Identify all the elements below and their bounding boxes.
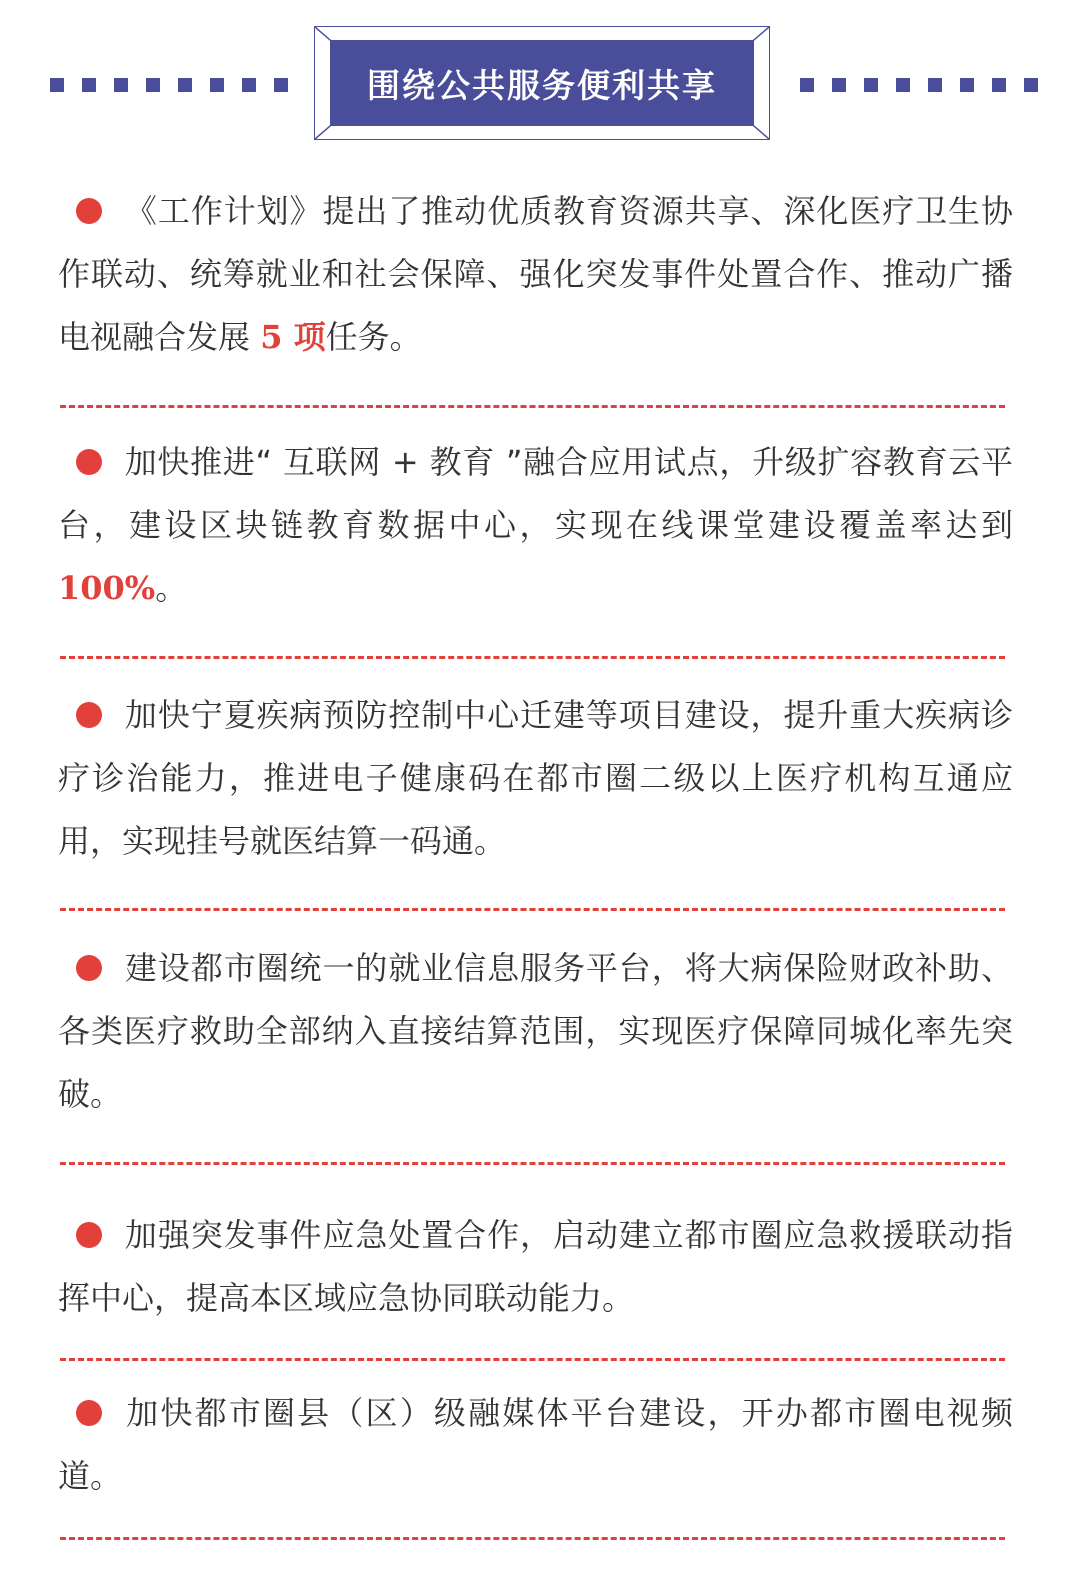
- item-text: 加快推进“ 互联网 + 教育 ”融合应用试点，升级扩容教育云平台，建设区块链教育数据中心，实现在线课堂建设覆盖率达到: [58, 443, 1013, 544]
- title-box: [330, 40, 754, 126]
- dashed-divider: [60, 1537, 1005, 1540]
- item-text-end: 任务。: [325, 318, 422, 356]
- dashed-divider: [60, 1358, 1005, 1361]
- item-text: 加快都市圈县（区）级融媒体平台建设，开办都市圈电视频道。: [58, 1394, 1013, 1495]
- bullet-dot-icon: [76, 955, 102, 981]
- dashed-divider: [60, 405, 1005, 408]
- list-item: [58, 684, 1013, 873]
- bullet-dot-icon: [76, 449, 102, 475]
- list-item: [58, 937, 1013, 1126]
- decorative-dots-right: [800, 78, 1038, 92]
- bullet-dot-icon: [76, 1400, 102, 1426]
- decorative-dots-left: [50, 78, 288, 92]
- item-text: 《工作计划》提出了推动优质教育资源共享、深化医疗卫生协作联动、统筹就业和社会保障、强化突发事件处置合作、推动广播电视融合发展: [58, 192, 1013, 356]
- item-text: 加快宁夏疾病预防控制中心迁建等项目建设，提升重大疾病诊疗诊治能力，推进电子健康码在都市圈二级以上医疗机构互通应用，实现挂号就医结算一码通。: [58, 696, 1013, 860]
- dashed-divider: [60, 908, 1005, 911]
- list-item: [58, 180, 1013, 369]
- dashed-divider: [60, 656, 1005, 659]
- bullet-dot-icon: [76, 1222, 102, 1248]
- bullet-dot-icon: [76, 198, 102, 224]
- item-text: 建设都市圈统一的就业信息服务平台，将大病保险财政补助、各类医疗救助全部纳入直接结算范围，实现医疗保障同城化率先突破。: [58, 949, 1013, 1113]
- list-item: [58, 431, 1013, 620]
- list-item: [58, 1382, 1013, 1508]
- item-text-end: 。: [155, 569, 188, 607]
- list-item: [58, 1204, 1013, 1330]
- bullet-dot-icon: [76, 702, 102, 728]
- item-text: 加强突发事件应急处置合作，启动建立都市圈应急救援联动指挥中心，提高本区域应急协同联动能力。: [58, 1216, 1013, 1317]
- item-highlight: 5 项: [260, 318, 326, 356]
- section-title: 围绕公共服务便利共享: [367, 65, 717, 105]
- section-header: [0, 0, 1080, 160]
- dashed-divider: [60, 1162, 1005, 1165]
- item-highlight: 100%: [58, 569, 156, 607]
